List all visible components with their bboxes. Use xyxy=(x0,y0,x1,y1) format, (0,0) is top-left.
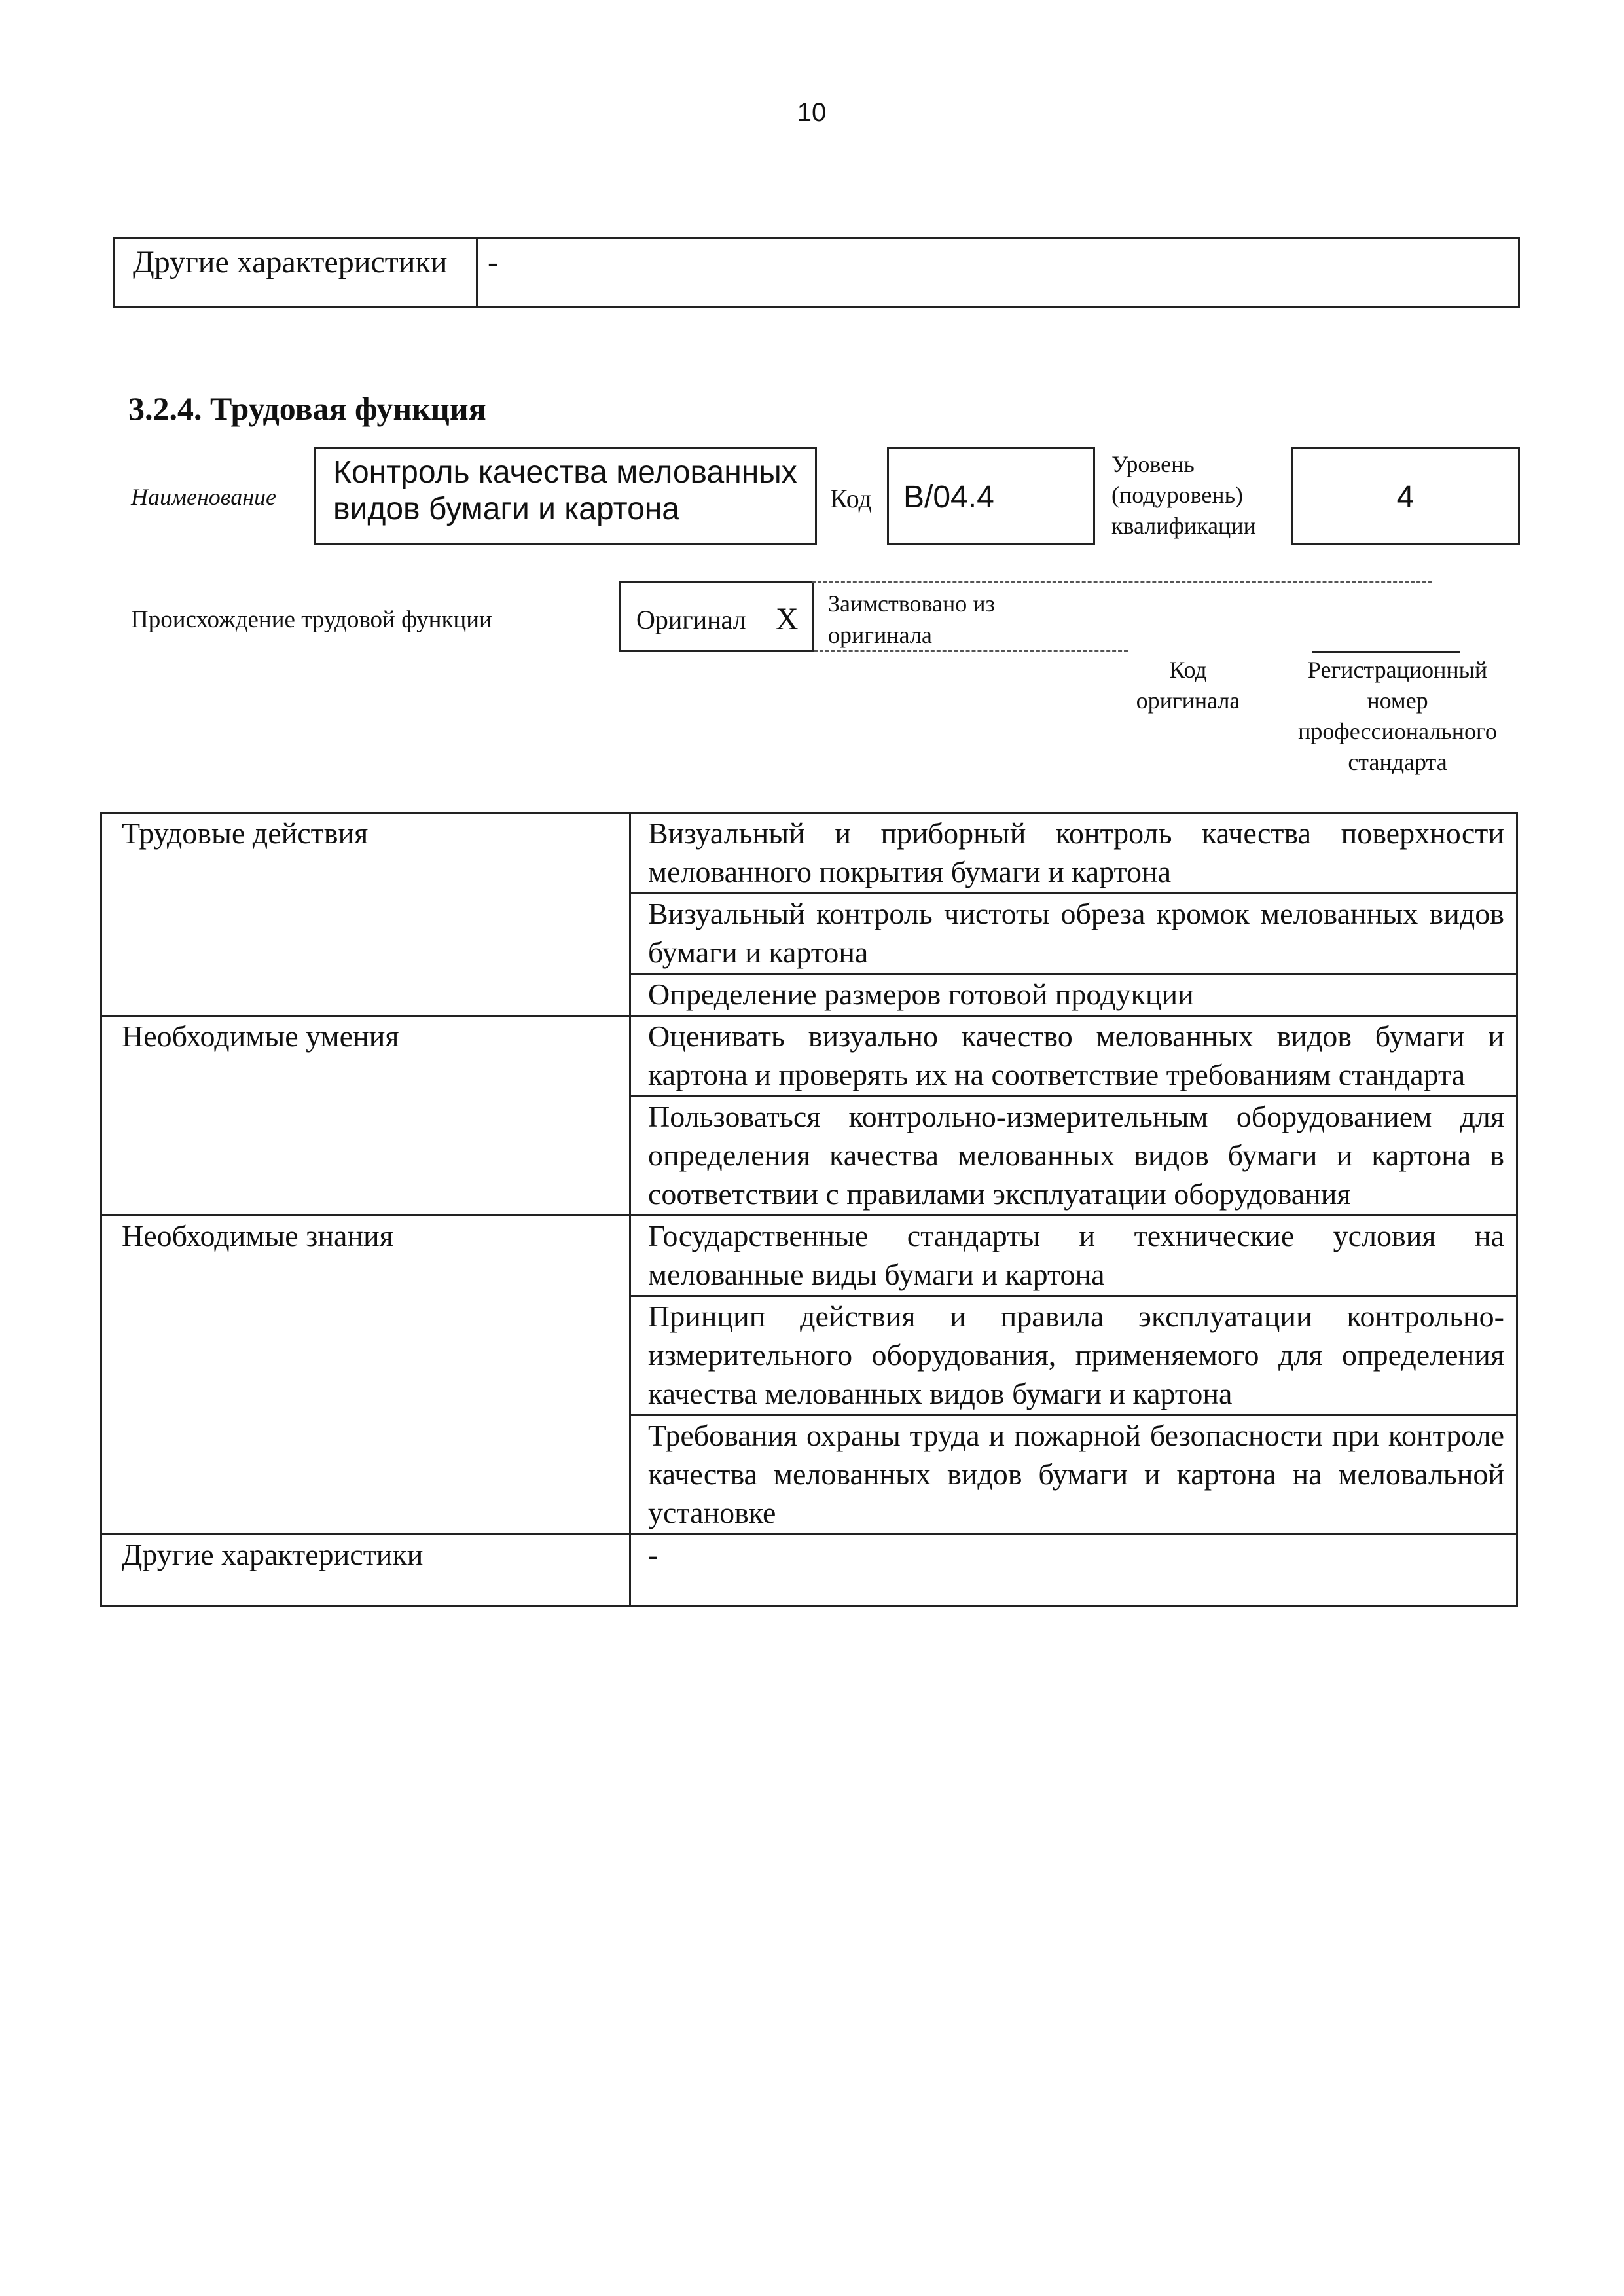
original-code-caption-line2: оригинала xyxy=(1136,687,1240,714)
function-name-box xyxy=(314,447,817,545)
table-row xyxy=(101,813,1517,894)
action-item: Определение размеров готовой продукции xyxy=(630,974,1517,1016)
table-row xyxy=(101,1216,1517,1296)
knowledge-item: Государственные стандарты и технические условия на мелованные виды бумаги и картона xyxy=(630,1216,1517,1296)
name-label: Наименование xyxy=(131,484,277,510)
page-number: 10 xyxy=(797,98,827,127)
skill-item: Оценивать визуально качество мелованных видов бумаги и картона и проверять их на соответствие требованиям стандарта xyxy=(630,1016,1517,1097)
table-row xyxy=(101,1016,1517,1097)
origin-table xyxy=(619,581,1470,652)
origin-borrowed-line2: оригинала xyxy=(828,622,932,648)
reg-number-line xyxy=(1312,651,1460,653)
knowledge-item: Принцип действия и правила эксплуатации контрольно-измерительного оборудования, применяемого для определения качества мелованных видов бумаги и картона xyxy=(630,1296,1517,1415)
origin-label: Происхождение трудовой функции xyxy=(131,606,492,633)
level-label-line3: квалификации xyxy=(1111,513,1256,539)
action-item: Визуальный и приборный контроль качества поверхности мелованного покрытия бумаги и картона xyxy=(630,813,1517,894)
function-name-line1: Контроль качества мелованных xyxy=(333,455,797,490)
reg-number-caption-line4: стандарта xyxy=(1348,749,1447,775)
actions-label: Трудовые действия xyxy=(101,813,630,1016)
level-label xyxy=(1111,449,1256,541)
reg-number-caption xyxy=(1283,655,1512,778)
other-characteristics-top-table xyxy=(113,237,1520,308)
code-label: Код xyxy=(830,484,872,513)
original-code-caption-line1: Код xyxy=(1169,657,1207,683)
table-row xyxy=(101,1535,1517,1607)
other-label: Другие характеристики xyxy=(101,1535,630,1607)
other-value: - xyxy=(630,1535,1517,1607)
section-title: 3.2.4. Трудовая функция xyxy=(128,390,486,427)
original-code-caption xyxy=(1119,655,1257,716)
reg-number-caption-line1: Регистрационный xyxy=(1307,657,1488,683)
qualification-level: 4 xyxy=(1291,447,1520,545)
other-characteristics-label: Другие характеристики xyxy=(115,239,478,306)
level-label-line1: Уровень xyxy=(1111,451,1195,477)
origin-dashed-top xyxy=(812,581,1432,585)
knowledge-label: Необходимые знания xyxy=(101,1216,630,1535)
function-name-line2: видов бумаги и картона xyxy=(333,492,679,526)
knowledge-item: Требования охраны труда и пожарной безопасности при контроле качества мелованных видов бумаги и картона на меловальной установке xyxy=(630,1415,1517,1535)
skill-item: Пользоваться контрольно-измерительным оборудованием для определения качества мелованных видов бумаги и картона в соответствии с правилами эксплуатации оборудования xyxy=(630,1097,1517,1216)
origin-borrowed-line1: Заимствовано из xyxy=(828,591,995,617)
labor-function-table xyxy=(100,812,1518,1607)
action-item: Визуальный контроль чистоты обреза кромок мелованных видов бумаги и картона xyxy=(630,894,1517,974)
level-label-line2: (подуровень) xyxy=(1111,482,1243,508)
reg-number-caption-line2: номер xyxy=(1367,687,1428,714)
origin-original: Оригинал xyxy=(636,605,746,634)
origin-borrowed xyxy=(828,588,995,651)
origin-divider xyxy=(812,581,814,652)
skills-label: Необходимые умения xyxy=(101,1016,630,1216)
reg-number-caption-line3: профессионального xyxy=(1298,718,1497,744)
origin-original-mark: X xyxy=(776,602,799,636)
function-code: B/04.4 xyxy=(887,447,1095,545)
other-characteristics-value: - xyxy=(488,245,498,280)
